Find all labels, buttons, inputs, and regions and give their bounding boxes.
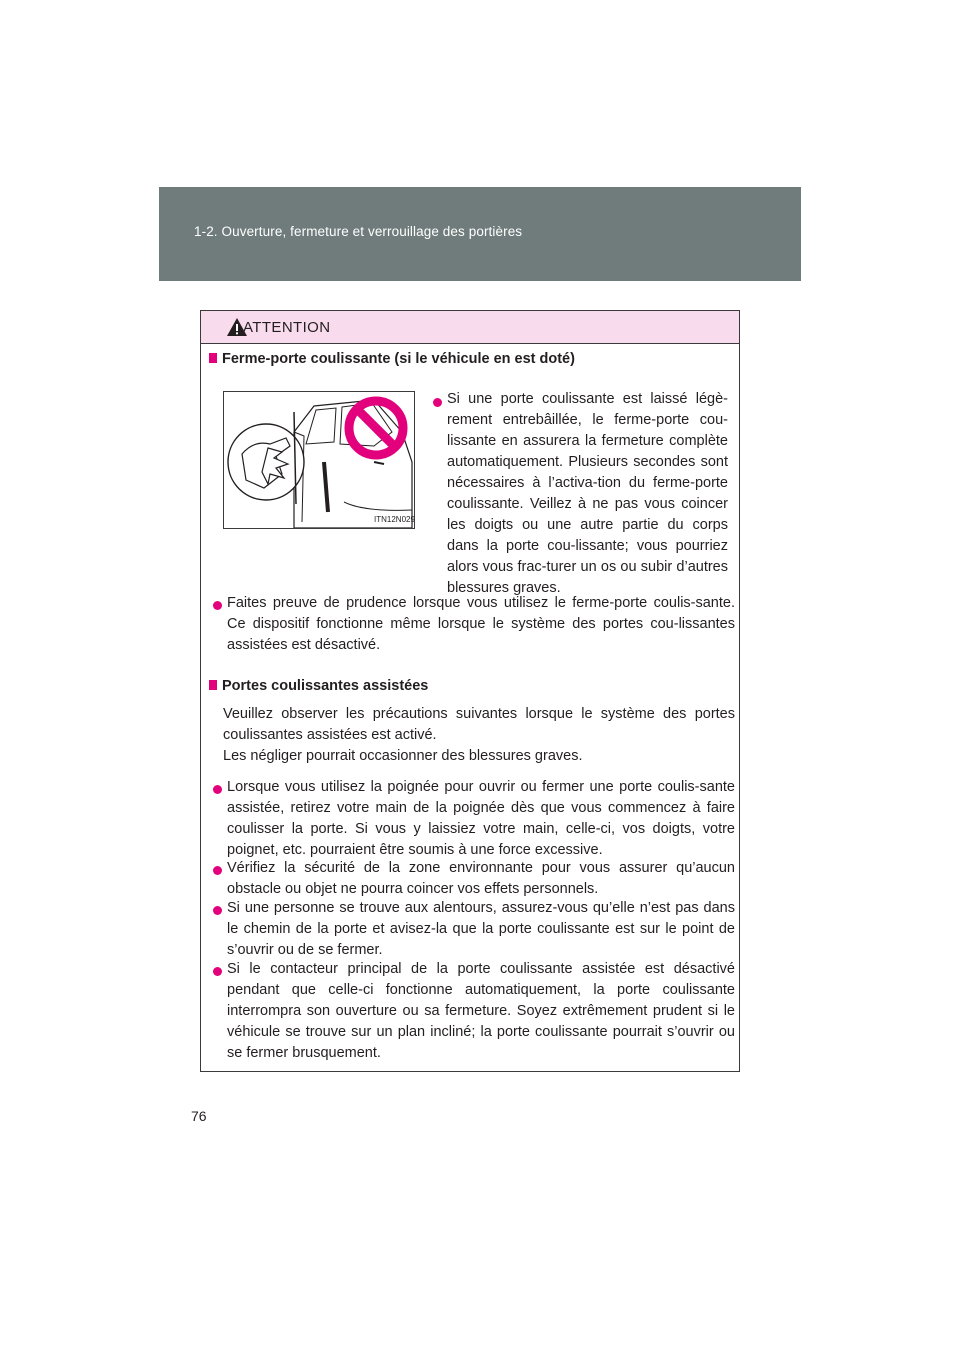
- section-heading-door-closer: Ferme-porte coulissante (si le véhicule en est doté): [209, 351, 575, 367]
- car-door-hand-icon: [224, 392, 414, 528]
- bullet-icon: [213, 785, 222, 794]
- bullet-text: Si une porte coulissante est laissé légè-rement entrebâillée, le ferme-porte cou-lissante en assurera la fermeture complète automatiquement. Plusieurs secondes sont nécessaires à l’activa-tion du ferme-porte coulissante. Veillez à ne pas vous coincer les doigts ou une autre partie du corps dans la porte cou-lissante; vous pourriez alors vous frac-turer un os ou subir d’autres blessures graves.: [447, 391, 728, 596]
- bullet-icon: [213, 866, 222, 875]
- square-bullet-icon: [209, 680, 217, 690]
- warning-title: ATTENTION: [243, 319, 331, 336]
- bullet-icon: [433, 398, 442, 407]
- section-heading-power-doors: Portes coulissantes assistées: [209, 678, 428, 694]
- page-number: 76: [191, 1108, 207, 1124]
- bullet-icon: [213, 906, 222, 915]
- warning-header: [201, 311, 739, 344]
- intro-paragraph-2: Les négliger pourrait occasionner des blessures graves.: [223, 748, 583, 764]
- bullet-icon: [213, 967, 222, 976]
- bullet-text: Si le contacteur principal de la porte coulissante assistée est désactivé pendant que celle-ci fonctionne automatiquement, la porte coulissante interrompra son ouverture ou sa fermeture. Soyez extrêmement prudent si le véhicule se trouve sur un plan incliné; la porte coulissante pourrait s’ouvrir ou se fermer brusquement.: [227, 961, 735, 1061]
- bullet-text: Vérifiez la sécurité de la zone environnante pour vous assurer qu’aucun obstacle ou objet ne pourra coincer vos effets personnels.: [227, 860, 735, 897]
- warning-box: [200, 310, 740, 1072]
- intro-paragraph: Veuillez observer les précautions suivantes lorsque le système des portes coulissantes assistées est activé.: [223, 706, 735, 743]
- bullet-text: Lorsque vous utilisez la poignée pour ouvrir ou fermer une porte coulis-sante assistée, retirez votre main de la poignée dès que vous commencez à faire coulisser la porte. Si vous y laissiez votre main, celle-ci, vos doigts, votre poignet, etc. pourraient être soumis à une force excessive.: [227, 779, 735, 858]
- bullet-text: Faites preuve de prudence lorsque vous utilisez le ferme-porte coulis-sante. Ce dispositif fonctionne même lorsque le système des portes cou-lissantes assistées est désactivé.: [227, 595, 735, 653]
- illustration-code: ITN12N029: [374, 515, 414, 524]
- square-bullet-icon: [209, 353, 217, 363]
- bullet-icon: [213, 601, 222, 610]
- chapter-header-band: [159, 187, 801, 281]
- section-title: 1-2. Ouverture, fermeture et verrouillage des portières: [194, 224, 523, 239]
- door-pinch-illustration: [223, 391, 415, 529]
- bullet-text: Si une personne se trouve aux alentours, assurez-vous qu’elle n’est pas dans le chemin de la porte et avisez-la que la porte coulissante est sur le point de s’ouvrir ou de se fermer.: [227, 900, 735, 958]
